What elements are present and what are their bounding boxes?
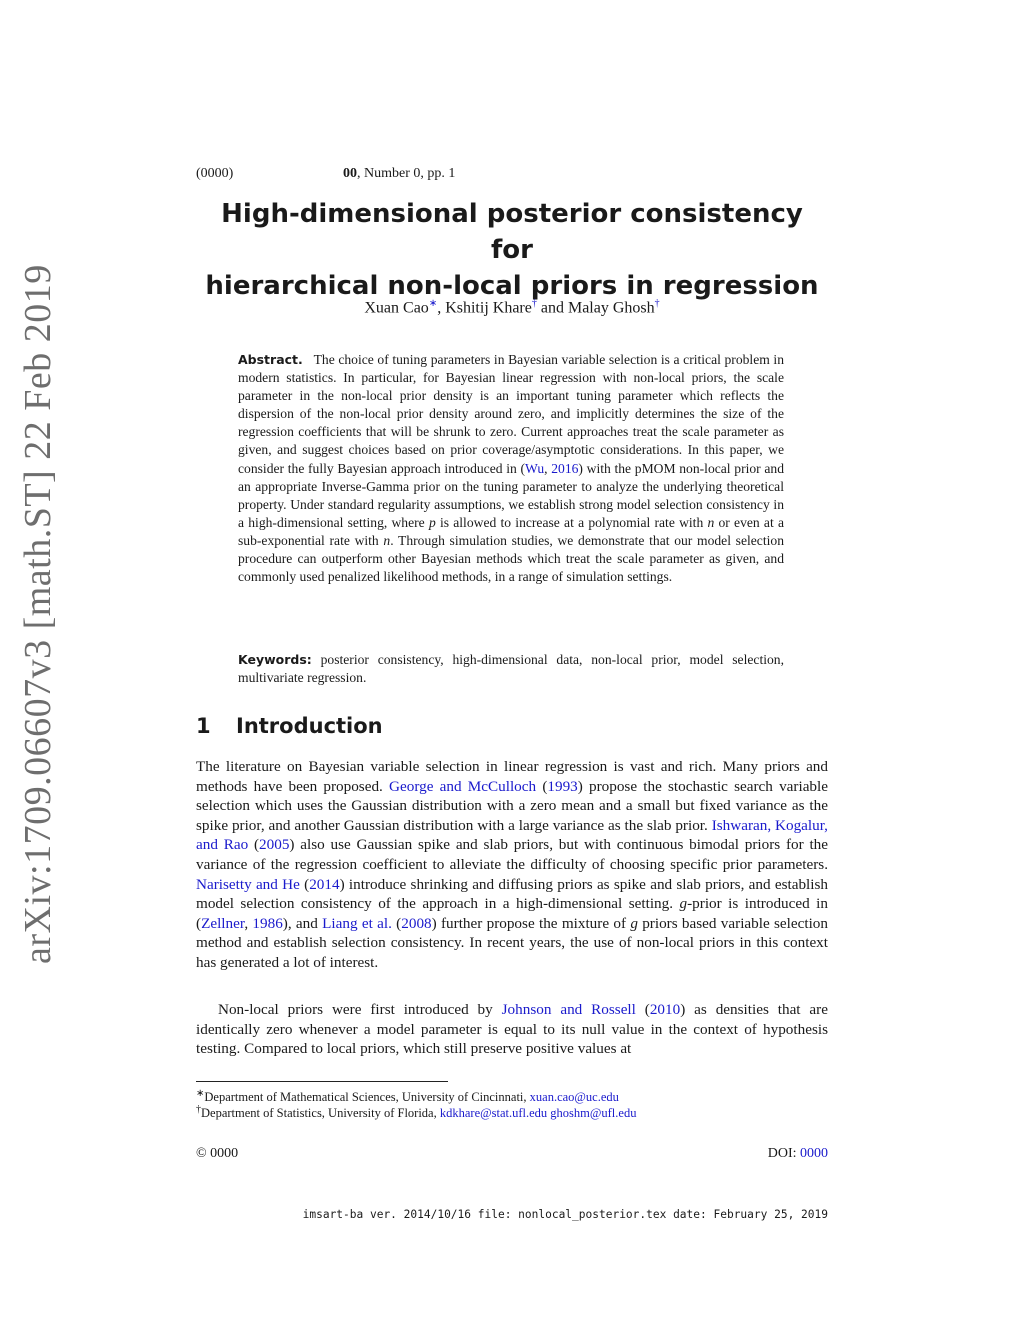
citation-year-link[interactable]: 2008 — [401, 914, 432, 932]
footnote-marker-link[interactable]: ∗ — [428, 298, 438, 309]
footnote-divider — [196, 1081, 448, 1082]
paragraph-text: propose the stochastic search variable selection which uses the Gaussian distribution with a zero mean and a small but fixed variance as the spike prior, and another Gaussian distribution with a large variance as the slab prior. — [196, 777, 828, 834]
math-variable: n — [383, 532, 391, 548]
citation-link[interactable]: Johnson and Rossell — [501, 1001, 636, 1018]
footnote-marker: † — [196, 1104, 201, 1115]
citation-link[interactable]: Wu — [525, 460, 545, 476]
abstract-label: Abstract. — [238, 352, 303, 367]
citation-year-link[interactable]: 2010 — [649, 1001, 681, 1018]
author-name: Kshitij Khare — [445, 299, 532, 317]
section-heading — [196, 714, 383, 738]
journal-number-pages: , Number 0, pp. 1 — [357, 166, 456, 181]
keywords-text: posterior consistency, high-dimensional data, non-local prior, model selection, multivariate regression. — [238, 652, 784, 686]
body-paragraph: Non-local priors were first introduced by Johnson and Rossell (2010) as densities that are identically zero whenever a model parameter is equal to its null value in the context of hypothesis testing. Compared to local priors, which still preserve positive values at — [196, 1001, 828, 1058]
paragraph-text: -prior is introduced in ( — [196, 895, 828, 932]
email-link[interactable]: xuan.cao@uc.edu — [529, 1090, 619, 1105]
author-separator: and — [536, 299, 568, 317]
paragraph-text: Non-local priors were first introduced by — [218, 1001, 502, 1018]
footnote-marker: ∗ — [196, 1088, 205, 1099]
abstract-text: . Through simulation studies, we demonstrate that our model selection procedure can outperform other Bayesian methods which treat the scale parameter as given, and commonly used penalized likelihood methods, in a range of simulation settings. — [238, 532, 784, 585]
footnote-text: Department of Statistics, University of Florida, — [201, 1106, 440, 1121]
section-number: 1 — [196, 714, 211, 738]
copyright-notice: © 0000 — [196, 1146, 239, 1161]
footnote-marker-link[interactable]: † — [531, 298, 537, 309]
abstract-text: is allowed to increase at a polynomial rate with — [435, 514, 708, 530]
paragraph-text: ), and — [282, 914, 323, 932]
paragraph-text: priors based variable selection method and establish selection consistency. In recent years, the use of non-local priors in this context has generated a lot of interest. — [196, 914, 828, 971]
citation-year-link[interactable]: 2005 — [259, 836, 290, 854]
email-link[interactable]: kdkhare@stat.ufl.edu ghoshm@ufl.edu — [439, 1106, 637, 1121]
abstract-text: The choice of tuning parameters in Bayesian variable selection is a critical problem in modern statistics. In particular, for Bayesian linear regression with non-local priors, the scale parameter in the non-local prior density is an important tuning parameter which reflects the dispersion of the non-local prior density around zero, and implicitly determines the size of the regression coefficients that will be shrunk to zero. Current approaches treat the scale parameter as given, and suggest choices based on prior coverage/asymptotic considerations. In this paper, we consider the fully Bayesian approach introduced in ( — [238, 352, 784, 476]
body-paragraph: The literature on Bayesian variable selection in linear regression is vast and rich. Many priors and methods have been proposed. George and McCulloch (1993) propose the stochastic search variable selection which uses the Gaussian distribution with a zero mean and a small but fixed variance as the spike prior, and another Gaussian distribution with a large variance as the slab prior. Ishwaran, Kogalur, and Rao (2005) also use Gaussian spike and slab priors, but with continuous bimodal priors for the variance of the regression coefficient to alleviate the difficulty of choosing specific prior parameters. Narisetty and He (2014) introduce shrinking and diffusing priors as spike and slab priors, and establish model selection consistency of the approach in a high-dimensional setting. g-prior is introduced in (Zellner, 1986), and Liang et al. (2008) further propose the mixture of g priors based variable selection method and establish selection consistency. In recent years, the use of non-local priors in this context has generated a lot of interest. — [196, 758, 828, 971]
paragraph-text: further propose the mixture of — [436, 914, 631, 932]
footnote — [196, 1088, 828, 1105]
citation-link[interactable]: Narisetty and He — [196, 875, 300, 893]
math-variable: p — [428, 514, 436, 530]
citation-year-link[interactable]: 2016 — [551, 460, 579, 476]
footnote-marker-link[interactable]: † — [654, 298, 660, 309]
author-separator: , — [437, 299, 446, 317]
paragraph-text: introduce shrinking and diffusing priors as spike and slab priors, and establish model selection consistency of the approach in a high-dimensional setting. — [196, 875, 828, 913]
doi-label: DOI: — [767, 1146, 800, 1161]
arxiv-identifier-stamp: arXiv:1709.06607v3 [math.ST] 22 Feb 2019 — [17, 264, 59, 964]
keywords-label: Keywords: — [238, 652, 312, 667]
citation-year-link[interactable]: 1986 — [252, 914, 283, 932]
journal-volume: 00 — [343, 166, 357, 181]
author-name: Xuan Cao — [364, 299, 429, 317]
paragraph-text: The literature on Bayesian variable selection in linear regression is vast and rich. Many priors and methods have been proposed. — [196, 758, 828, 795]
citation-link[interactable]: Ishwaran, Kogalur, and Rao — [196, 816, 828, 854]
keywords — [238, 651, 784, 687]
math-variable: g — [630, 914, 638, 932]
citation-link[interactable]: Liang et al. — [322, 914, 392, 932]
journal-header — [196, 166, 456, 182]
paper-title — [196, 196, 828, 304]
paragraph-text: also use Gaussian spike and slab priors, but with continuous bimodal priors for the variance of the regression coefficient to alleviate the difficulty of choosing specific prior parameters. — [196, 836, 828, 873]
math-variable: n — [707, 514, 715, 530]
citation-link[interactable]: Zellner — [201, 914, 245, 932]
paragraph-text: as densities that are identically zero whenever a model parameter is equal to its null value in the context of hypothesis testing. Compared to local priors, which still preserve positive values at — [196, 1001, 828, 1058]
doi-line — [768, 1146, 828, 1162]
abstract-text: ) with the pMOM non-local prior and an appropriate Inverse-Gamma prior on the tuning parameter to analyze the underlying theoretical property. Under standard regularity assumptions, we establish strong model selection consistency in a high-dimensional setting, where — [238, 460, 785, 530]
author-name: Malay Ghosh — [567, 299, 655, 317]
citation-link[interactable]: George and McCulloch — [389, 777, 537, 795]
abstract-text: or even at a sub-exponential rate with — [238, 514, 784, 548]
page-footer: imsart-ba ver. 2014/10/16 file: nonlocal_posterior.tex date: February 25, 2019 — [302, 1208, 828, 1221]
journal-year: (0000) — [196, 166, 234, 181]
citation-year-link[interactable]: 2014 — [309, 875, 340, 893]
paper-title-line-2: hierarchical non-local priors in regression — [205, 271, 819, 301]
footnote-text: Department of Mathematical Sciences, University of Cincinnati, — [204, 1090, 530, 1105]
author-list — [196, 298, 828, 317]
math-variable: g — [679, 895, 688, 913]
citation-year-link[interactable]: 1993 — [547, 777, 578, 795]
abstract: Abstract. The choice of tuning parameters in Bayesian variable selection is a critical problem in modern statistics. In particular, for Bayesian linear regression with non-local priors, the scale parameter in the non-local prior density is an important tuning parameter which reflects the dispersion of the non-local prior density around zero, and implicitly determines the size of the regression coefficients that will be shrunk to zero. Current approaches treat the scale parameter as given, and suggest choices based on prior coverage/asymptotic considerations. In this paper, we consider the fully Bayesian approach introduced in (Wu, 2016) with the pMOM non-local prior and an appropriate Inverse-Gamma prior on the tuning parameter to analyze the underlying theoretical property. Under standard regularity assumptions, we establish strong model selection consistency in a high-dimensional setting, where p is allowed to increase at a polynomial rate with n or even at a sub-exponential rate with n. Through simulation studies, we demonstrate that our model selection procedure can outperform other Bayesian methods which treat the scale parameter as given, and commonly used penalized likelihood methods, in a range of simulation settings. — [238, 352, 785, 585]
footnote — [196, 1104, 828, 1121]
section-title: Introduction — [236, 714, 383, 738]
journal-volume-line — [343, 166, 455, 182]
paper-title-line-1: High-dimensional posterior consistency for — [221, 199, 803, 265]
doi-link[interactable]: 0000 — [800, 1146, 828, 1161]
